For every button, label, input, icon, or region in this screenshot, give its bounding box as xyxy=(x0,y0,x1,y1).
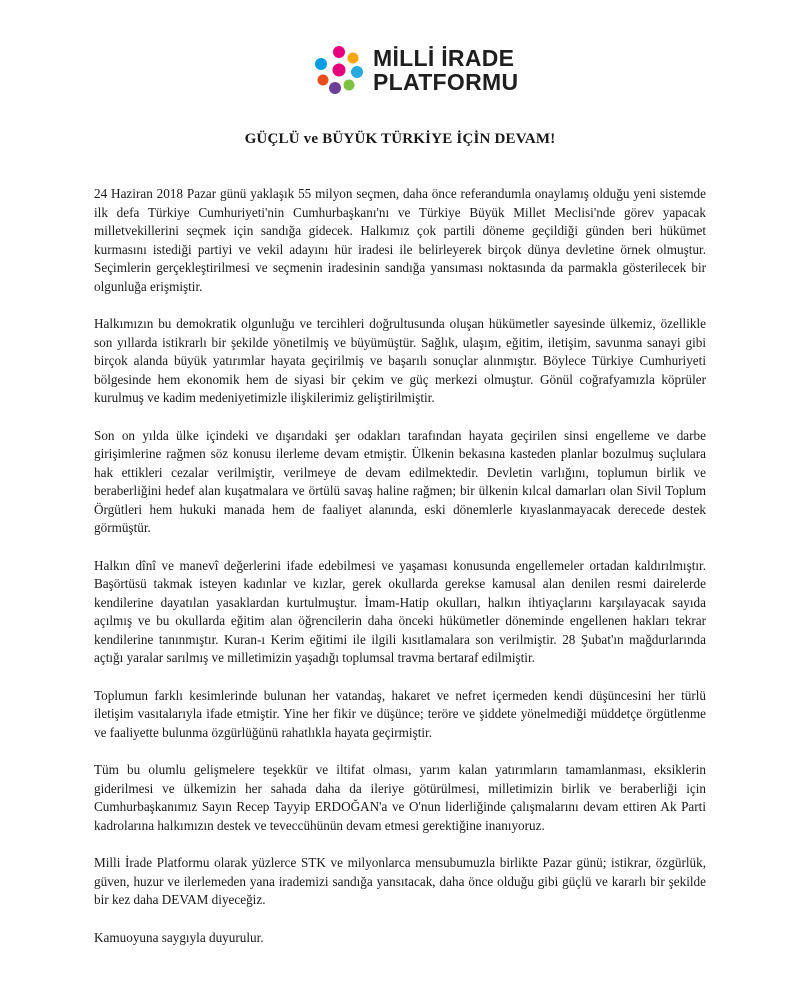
paragraph: Halkımızın bu demokratik olgunluğu ve tercihleri doğrultusunda oluşan hükümetler sayesinde ülkemiz, özellikle son yıllarda istikrarlı bir şekilde yönetilmiş ve büyümüştür. Sağlık, ulaşım, eğitim, iletişim, savunma sanayi gibi birçok alanda büyük yatırımlar hayata geçirilmiş ve başarılı sonuçlar alınmıştır. Böylece Türkiye Cumhuriyeti bölgesinde hem ekonomik hem de siyasi bir çekim ve güç merkezi olmuştur. Gönül coğrafyamızla köprüler kurulmuş ve kadim medeniyetimizle ilişkilerimiz geliştirilmiştir. xyxy=(94,316,706,405)
logo-petal xyxy=(333,64,346,77)
logo-petal xyxy=(351,66,363,78)
logo-line-1: MİLLİ İRADE xyxy=(373,45,515,71)
paragraph: Tüm bu olumlu gelişmelere teşekkür ve iltifat olması, yarım kalan yatırımların tamamlanması, eksiklerin giderilmesi ve ülkemizin her sahada daha da ileriye götürülmesi, milletimizin birlik ve beraberliği için Cumhurbaşkanımız Sayın Recep Tayyip ERDOĞAN'a ve O'nun liderliğinde çalışmalarını devam ettiren Ak Parti kadrolarına halkımızın destek ve teveccühünün devam etmesi gerektiğine inanıyoruz. xyxy=(94,762,706,833)
paragraph: Halkın dînî ve manevî değerlerini ifade edebilmesi ve yaşaması konusunda engellemeler ortadan kaldırılmıştır. Başörtüsü takmak isteyen kadınlar ve kızlar, gerek okullarda gerekse kamusal alan denilen resmi dairelerde kendilerine dayatılan yasaklardan kurtulmuştur. İmam-Hatip okulları, halkın ihtiyaçlarını karşılayacak sayıda açılmış ve bu okullarda eğitim alan öğrencilerin daha önceki hükümetler döneminde engellenen hakları tekrar kendilerine tanınmıştır. Kuran-ı Kerim eğitimi ile ilgili kısıtlamalara son verilmiştir. 28 Şubat'ın mağdurlarında açtığı yaralar sarılmış ve milletimizin yaşadığı toplumsal travma bertaraf edilmiştir. xyxy=(94,557,706,665)
logo-petal xyxy=(344,80,355,91)
logo-petal xyxy=(348,53,359,64)
logo-line-2: PLATFORMU xyxy=(373,69,519,95)
paragraph: Son on yılda ülke içindeki ve dışarıdaki şer odakları tarafından hayata geçirilen sinsi engelleme ve darbe girişimlerine rağmen söz konusu ilerleme devam etmiştir. Ülkenin bekasına kasteden planlar bozulmuş suçlulara hak ettikleri cezalar verilmiştir, verilmeye de devam edilmektedir. Devletin varlığını, toplumun birlik ve beraberliğini hedef alan kuşatmalara ve örtülü savaş haline rağmen; bir ülkenin kılcal damarları olan Sivil Toplum Örgütleri hem hukuki manada hem de faaliyet alanında, eski dönemlerle kıyaslanmayacak derecede destek görmüştür. xyxy=(94,427,706,535)
document-body xyxy=(94,185,706,966)
paragraph: Toplumun farklı kesimlerinde bulunan her vatandaş, hakaret ve nefret içermeden kendi düşüncesini her türlü iletişim vasıtalarıyla ifade etmiştir. Yine her fikir ve düşünce; teröre ve şiddete yönelmediği müddetçe örgütlenme ve faaliyette bulunma özgürlüğünü rahatlıkla hayata geçirmiştir. xyxy=(94,687,706,740)
document-title: GÜÇLÜ ve BÜYÜK TÜRKİYE İÇİN DEVAM! xyxy=(244,131,556,147)
logo-petal xyxy=(329,82,341,94)
logo-petal xyxy=(315,58,327,70)
logo-wordmark xyxy=(373,46,518,94)
milli-irade-platformu-logo xyxy=(313,44,518,96)
paragraph: Kamuoyuna saygıyla duyurulur. xyxy=(94,929,264,945)
logo-petal xyxy=(333,46,345,58)
paragraph: 24 Haziran 2018 Pazar günü yaklaşık 55 milyon seçmen, daha önce referandumla onaylamış olduğu yeni sistemde ilk defa Türkiye Cumhuriyeti'nin Cumhurbaşkanı'nı ve Türkiye Büyük Millet Meclisi'nde görev yapacak milletvekillerini seçmek için sandığa gidecek. Halkımız çok partili döneme geçildiği günden beri hükümet kurmasını istediği partiyi ve vekil adayını hür iradesi ile belirleyerek birçok dünya devletine örnek olmuştur. Seçimlerin gerçekleştirilmesi ve seçmenin iradesinin sandığa yansıması noktasında da parmakla gösterilecek bir olgunluğa erişmiştir. xyxy=(94,186,706,294)
paragraph: Milli İrade Platformu olarak yüzlerce STK ve milyonlarca mensubumuzla birlikte Pazar günü; istikrar, özgürlük, güven, huzur ve ilerlemeden yana irademizi sandığa yansıtacak, daha önce olduğu gibi güçlü ve kararlı bir şekilde bir kez daha DEVAM diyeceğiz. xyxy=(94,855,706,907)
flower-logo-icon xyxy=(313,44,365,96)
logo-petal xyxy=(318,75,329,86)
